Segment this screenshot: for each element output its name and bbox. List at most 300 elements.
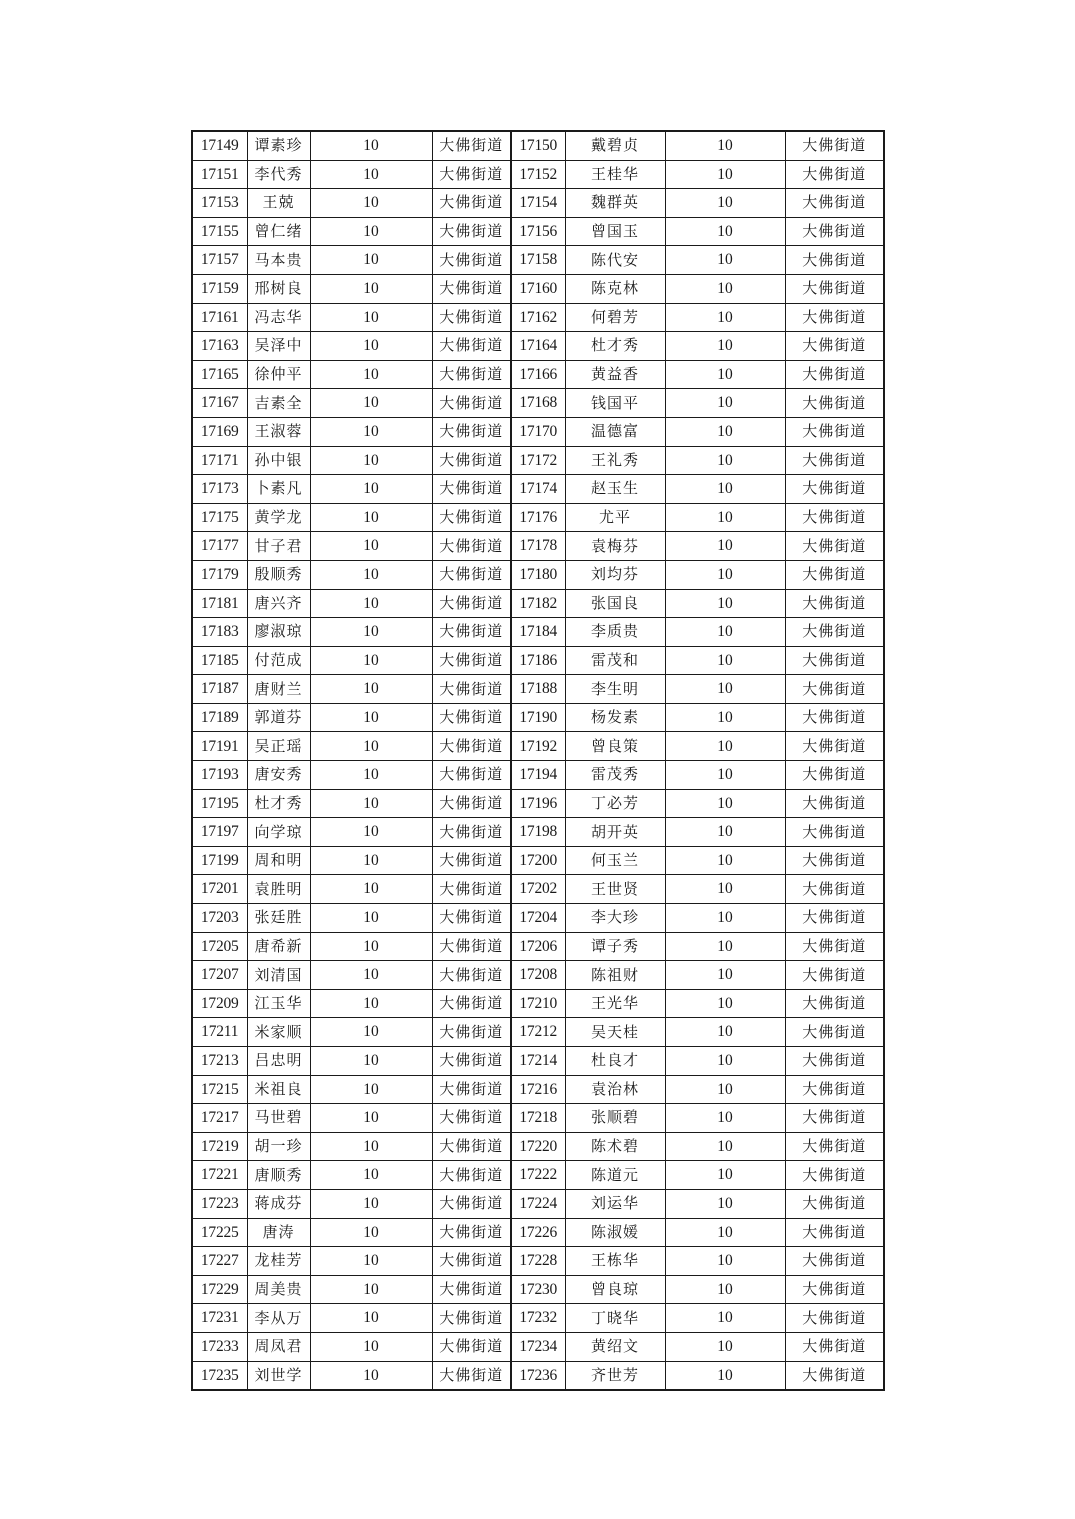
- right-street-cell: 大佛街道: [785, 160, 884, 189]
- left-amount-cell: 10: [310, 417, 432, 446]
- table-row: [192, 189, 884, 218]
- right-street-cell: 大佛街道: [785, 1018, 884, 1047]
- right-id-cell: 17154: [511, 189, 565, 218]
- left-name-cell: 吉素全: [247, 389, 310, 418]
- roster-table: [191, 130, 885, 1391]
- right-street-cell: 大佛街道: [785, 189, 884, 218]
- left-name-cell: 马世碧: [247, 1104, 310, 1133]
- left-id-cell: 17187: [192, 675, 247, 704]
- right-name-cell: 吴天桂: [565, 1018, 665, 1047]
- right-street-cell: 大佛街道: [785, 761, 884, 790]
- left-id-cell: 17197: [192, 818, 247, 847]
- right-amount-cell: 10: [665, 475, 785, 504]
- left-amount-cell: 10: [310, 1189, 432, 1218]
- left-id-cell: 17219: [192, 1132, 247, 1161]
- left-street-cell: 大佛街道: [432, 246, 511, 275]
- left-amount-cell: 10: [310, 618, 432, 647]
- table-body: [192, 131, 884, 1390]
- left-street-cell: 大佛街道: [432, 618, 511, 647]
- right-street-cell: 大佛街道: [785, 532, 884, 561]
- right-amount-cell: 10: [665, 189, 785, 218]
- left-amount-cell: 10: [310, 961, 432, 990]
- right-street-cell: 大佛街道: [785, 303, 884, 332]
- right-amount-cell: 10: [665, 532, 785, 561]
- left-street-cell: 大佛街道: [432, 703, 511, 732]
- right-name-cell: 王光华: [565, 989, 665, 1018]
- left-amount-cell: 10: [310, 475, 432, 504]
- right-name-cell: 李大珍: [565, 904, 665, 933]
- left-name-cell: 张廷胜: [247, 904, 310, 933]
- left-street-cell: 大佛街道: [432, 1132, 511, 1161]
- left-street-cell: 大佛街道: [432, 303, 511, 332]
- right-street-cell: 大佛街道: [785, 846, 884, 875]
- right-street-cell: 大佛街道: [785, 1161, 884, 1190]
- right-name-cell: 温德富: [565, 417, 665, 446]
- right-amount-cell: 10: [665, 1075, 785, 1104]
- left-amount-cell: 10: [310, 646, 432, 675]
- left-name-cell: 向学琼: [247, 818, 310, 847]
- left-street-cell: 大佛街道: [432, 446, 511, 475]
- right-amount-cell: 10: [665, 904, 785, 933]
- left-id-cell: 17203: [192, 904, 247, 933]
- left-amount-cell: 10: [310, 904, 432, 933]
- right-street-cell: 大佛街道: [785, 417, 884, 446]
- left-amount-cell: 10: [310, 789, 432, 818]
- left-street-cell: 大佛街道: [432, 675, 511, 704]
- right-id-cell: 17156: [511, 217, 565, 246]
- right-street-cell: 大佛街道: [785, 1275, 884, 1304]
- right-amount-cell: 10: [665, 846, 785, 875]
- right-name-cell: 何玉兰: [565, 846, 665, 875]
- left-name-cell: 王兢: [247, 189, 310, 218]
- left-name-cell: 王淑蓉: [247, 417, 310, 446]
- left-street-cell: 大佛街道: [432, 1247, 511, 1276]
- table-row: [192, 1218, 884, 1247]
- right-name-cell: 张国良: [565, 589, 665, 618]
- left-id-cell: 17199: [192, 846, 247, 875]
- left-name-cell: 周和明: [247, 846, 310, 875]
- left-id-cell: 17175: [192, 503, 247, 532]
- left-street-cell: 大佛街道: [432, 1275, 511, 1304]
- left-name-cell: 龙桂芳: [247, 1247, 310, 1276]
- right-street-cell: 大佛街道: [785, 789, 884, 818]
- right-name-cell: 李生明: [565, 675, 665, 704]
- left-street-cell: 大佛街道: [432, 789, 511, 818]
- left-id-cell: 17173: [192, 475, 247, 504]
- left-amount-cell: 10: [310, 1304, 432, 1333]
- left-name-cell: 李从万: [247, 1304, 310, 1333]
- left-street-cell: 大佛街道: [432, 332, 511, 361]
- right-id-cell: 17218: [511, 1104, 565, 1133]
- right-amount-cell: 10: [665, 989, 785, 1018]
- right-amount-cell: 10: [665, 1275, 785, 1304]
- left-amount-cell: 10: [310, 989, 432, 1018]
- table-row: [192, 1104, 884, 1133]
- left-street-cell: 大佛街道: [432, 1332, 511, 1361]
- left-id-cell: 17227: [192, 1247, 247, 1276]
- right-street-cell: 大佛街道: [785, 904, 884, 933]
- right-name-cell: 黄益香: [565, 360, 665, 389]
- left-amount-cell: 10: [310, 1247, 432, 1276]
- table-row: [192, 389, 884, 418]
- left-amount-cell: 10: [310, 1075, 432, 1104]
- left-name-cell: 孙中银: [247, 446, 310, 475]
- left-name-cell: 米祖良: [247, 1075, 310, 1104]
- left-name-cell: 徐仲平: [247, 360, 310, 389]
- table-row: [192, 1247, 884, 1276]
- right-name-cell: 陈道元: [565, 1161, 665, 1190]
- left-id-cell: 17217: [192, 1104, 247, 1133]
- left-street-cell: 大佛街道: [432, 1218, 511, 1247]
- right-id-cell: 17150: [511, 131, 565, 160]
- right-id-cell: 17162: [511, 303, 565, 332]
- left-street-cell: 大佛街道: [432, 1075, 511, 1104]
- left-name-cell: 殷顺秀: [247, 560, 310, 589]
- left-street-cell: 大佛街道: [432, 217, 511, 246]
- left-street-cell: 大佛街道: [432, 875, 511, 904]
- table-row: [192, 1132, 884, 1161]
- right-name-cell: 魏群英: [565, 189, 665, 218]
- right-street-cell: 大佛街道: [785, 989, 884, 1018]
- right-street-cell: 大佛街道: [785, 1047, 884, 1076]
- right-street-cell: 大佛街道: [785, 503, 884, 532]
- right-street-cell: 大佛街道: [785, 1247, 884, 1276]
- right-id-cell: 17210: [511, 989, 565, 1018]
- right-street-cell: 大佛街道: [785, 446, 884, 475]
- left-id-cell: 17213: [192, 1047, 247, 1076]
- left-name-cell: 邢树良: [247, 274, 310, 303]
- left-id-cell: 17153: [192, 189, 247, 218]
- left-amount-cell: 10: [310, 189, 432, 218]
- left-amount-cell: 10: [310, 1332, 432, 1361]
- left-name-cell: 曾仁绪: [247, 217, 310, 246]
- right-id-cell: 17194: [511, 761, 565, 790]
- table-row: [192, 1189, 884, 1218]
- right-id-cell: 17226: [511, 1218, 565, 1247]
- left-amount-cell: 10: [310, 1361, 432, 1390]
- right-id-cell: 17164: [511, 332, 565, 361]
- table-row: [192, 1304, 884, 1333]
- right-id-cell: 17236: [511, 1361, 565, 1390]
- right-street-cell: 大佛街道: [785, 646, 884, 675]
- right-name-cell: 陈术碧: [565, 1132, 665, 1161]
- left-amount-cell: 10: [310, 246, 432, 275]
- left-amount-cell: 10: [310, 131, 432, 160]
- right-id-cell: 17158: [511, 246, 565, 275]
- table-row: [192, 532, 884, 561]
- left-name-cell: 江玉华: [247, 989, 310, 1018]
- right-name-cell: 王礼秀: [565, 446, 665, 475]
- table-row: [192, 932, 884, 961]
- right-amount-cell: 10: [665, 1132, 785, 1161]
- right-name-cell: 袁治林: [565, 1075, 665, 1104]
- right-amount-cell: 10: [665, 875, 785, 904]
- left-name-cell: 周凤君: [247, 1332, 310, 1361]
- right-amount-cell: 10: [665, 818, 785, 847]
- right-street-cell: 大佛街道: [785, 961, 884, 990]
- left-name-cell: 米家顺: [247, 1018, 310, 1047]
- left-name-cell: 胡一珍: [247, 1132, 310, 1161]
- left-name-cell: 唐兴齐: [247, 589, 310, 618]
- right-street-cell: 大佛街道: [785, 389, 884, 418]
- right-name-cell: 雷茂秀: [565, 761, 665, 790]
- right-id-cell: 17176: [511, 503, 565, 532]
- left-id-cell: 17165: [192, 360, 247, 389]
- right-amount-cell: 10: [665, 360, 785, 389]
- right-name-cell: 陈祖财: [565, 961, 665, 990]
- right-amount-cell: 10: [665, 675, 785, 704]
- right-id-cell: 17196: [511, 789, 565, 818]
- left-amount-cell: 10: [310, 703, 432, 732]
- right-amount-cell: 10: [665, 761, 785, 790]
- left-street-cell: 大佛街道: [432, 1161, 511, 1190]
- table-row: [192, 503, 884, 532]
- right-street-cell: 大佛街道: [785, 1132, 884, 1161]
- right-amount-cell: 10: [665, 932, 785, 961]
- left-name-cell: 唐顺秀: [247, 1161, 310, 1190]
- left-street-cell: 大佛街道: [432, 503, 511, 532]
- right-name-cell: 丁晓华: [565, 1304, 665, 1333]
- left-street-cell: 大佛街道: [432, 131, 511, 160]
- right-street-cell: 大佛街道: [785, 246, 884, 275]
- right-id-cell: 17206: [511, 932, 565, 961]
- left-id-cell: 17163: [192, 332, 247, 361]
- right-id-cell: 17234: [511, 1332, 565, 1361]
- left-amount-cell: 10: [310, 303, 432, 332]
- right-name-cell: 赵玉生: [565, 475, 665, 504]
- table-row: [192, 589, 884, 618]
- left-street-cell: 大佛街道: [432, 732, 511, 761]
- right-name-cell: 陈代安: [565, 246, 665, 275]
- left-name-cell: 郭道芬: [247, 703, 310, 732]
- left-amount-cell: 10: [310, 532, 432, 561]
- left-id-cell: 17169: [192, 417, 247, 446]
- left-amount-cell: 10: [310, 446, 432, 475]
- right-street-cell: 大佛街道: [785, 618, 884, 647]
- right-street-cell: 大佛街道: [785, 818, 884, 847]
- left-name-cell: 唐财兰: [247, 675, 310, 704]
- left-id-cell: 17211: [192, 1018, 247, 1047]
- left-amount-cell: 10: [310, 761, 432, 790]
- left-street-cell: 大佛街道: [432, 646, 511, 675]
- left-street-cell: 大佛街道: [432, 761, 511, 790]
- right-name-cell: 曾良琼: [565, 1275, 665, 1304]
- right-name-cell: 丁必芳: [565, 789, 665, 818]
- left-name-cell: 谭素珍: [247, 131, 310, 160]
- right-id-cell: 17208: [511, 961, 565, 990]
- left-street-cell: 大佛街道: [432, 961, 511, 990]
- left-street-cell: 大佛街道: [432, 589, 511, 618]
- left-id-cell: 17195: [192, 789, 247, 818]
- left-street-cell: 大佛街道: [432, 532, 511, 561]
- left-amount-cell: 10: [310, 274, 432, 303]
- left-amount-cell: 10: [310, 932, 432, 961]
- left-name-cell: 马本贵: [247, 246, 310, 275]
- left-amount-cell: 10: [310, 1047, 432, 1076]
- right-amount-cell: 10: [665, 789, 785, 818]
- left-id-cell: 17233: [192, 1332, 247, 1361]
- right-amount-cell: 10: [665, 560, 785, 589]
- left-id-cell: 17221: [192, 1161, 247, 1190]
- right-name-cell: 胡开英: [565, 818, 665, 847]
- left-amount-cell: 10: [310, 217, 432, 246]
- left-amount-cell: 10: [310, 503, 432, 532]
- right-street-cell: 大佛街道: [785, 932, 884, 961]
- left-name-cell: 蒋成芬: [247, 1189, 310, 1218]
- right-street-cell: 大佛街道: [785, 703, 884, 732]
- left-id-cell: 17183: [192, 618, 247, 647]
- left-id-cell: 17231: [192, 1304, 247, 1333]
- right-amount-cell: 10: [665, 332, 785, 361]
- right-name-cell: 曾良策: [565, 732, 665, 761]
- left-name-cell: 吴泽中: [247, 332, 310, 361]
- right-name-cell: 齐世芳: [565, 1361, 665, 1390]
- right-street-cell: 大佛街道: [785, 131, 884, 160]
- right-name-cell: 谭子秀: [565, 932, 665, 961]
- right-name-cell: 钱国平: [565, 389, 665, 418]
- right-amount-cell: 10: [665, 303, 785, 332]
- table-row: [192, 1047, 884, 1076]
- right-street-cell: 大佛街道: [785, 1332, 884, 1361]
- right-amount-cell: 10: [665, 1361, 785, 1390]
- right-amount-cell: 10: [665, 217, 785, 246]
- left-id-cell: 17229: [192, 1275, 247, 1304]
- left-street-cell: 大佛街道: [432, 1018, 511, 1047]
- right-amount-cell: 10: [665, 1332, 785, 1361]
- right-amount-cell: 10: [665, 618, 785, 647]
- table-row: [192, 1361, 884, 1390]
- left-name-cell: 吕忠明: [247, 1047, 310, 1076]
- left-amount-cell: 10: [310, 875, 432, 904]
- right-street-cell: 大佛街道: [785, 875, 884, 904]
- left-id-cell: 17193: [192, 761, 247, 790]
- table-row: [192, 1075, 884, 1104]
- right-id-cell: 17168: [511, 389, 565, 418]
- right-street-cell: 大佛街道: [785, 1218, 884, 1247]
- left-id-cell: 17157: [192, 246, 247, 275]
- right-street-cell: 大佛街道: [785, 1361, 884, 1390]
- left-name-cell: 廖淑琼: [247, 618, 310, 647]
- table-row: [192, 417, 884, 446]
- right-name-cell: 杜良才: [565, 1047, 665, 1076]
- right-id-cell: 17222: [511, 1161, 565, 1190]
- right-id-cell: 17232: [511, 1304, 565, 1333]
- right-id-cell: 17198: [511, 818, 565, 847]
- left-amount-cell: 10: [310, 1218, 432, 1247]
- right-name-cell: 雷茂和: [565, 646, 665, 675]
- right-name-cell: 黄绍文: [565, 1332, 665, 1361]
- right-amount-cell: 10: [665, 961, 785, 990]
- left-id-cell: 17181: [192, 589, 247, 618]
- right-name-cell: 陈淑媛: [565, 1218, 665, 1247]
- left-amount-cell: 10: [310, 846, 432, 875]
- left-street-cell: 大佛街道: [432, 1104, 511, 1133]
- left-amount-cell: 10: [310, 818, 432, 847]
- table-row: [192, 332, 884, 361]
- left-amount-cell: 10: [310, 389, 432, 418]
- left-amount-cell: 10: [310, 1132, 432, 1161]
- left-id-cell: 17205: [192, 932, 247, 961]
- table-row: [192, 1161, 884, 1190]
- right-id-cell: 17216: [511, 1075, 565, 1104]
- right-id-cell: 17212: [511, 1018, 565, 1047]
- right-amount-cell: 10: [665, 1304, 785, 1333]
- left-amount-cell: 10: [310, 675, 432, 704]
- right-amount-cell: 10: [665, 503, 785, 532]
- left-street-cell: 大佛街道: [432, 818, 511, 847]
- left-name-cell: 冯志华: [247, 303, 310, 332]
- right-street-cell: 大佛街道: [785, 1104, 884, 1133]
- table-row: [192, 360, 884, 389]
- right-street-cell: 大佛街道: [785, 732, 884, 761]
- table-row: [192, 846, 884, 875]
- right-id-cell: 17204: [511, 904, 565, 933]
- left-amount-cell: 10: [310, 1161, 432, 1190]
- right-name-cell: 王栋华: [565, 1247, 665, 1276]
- right-id-cell: 17220: [511, 1132, 565, 1161]
- right-amount-cell: 10: [665, 1018, 785, 1047]
- left-name-cell: 唐安秀: [247, 761, 310, 790]
- left-id-cell: 17209: [192, 989, 247, 1018]
- left-id-cell: 17201: [192, 875, 247, 904]
- table-row: [192, 274, 884, 303]
- left-id-cell: 17171: [192, 446, 247, 475]
- right-name-cell: 李质贵: [565, 618, 665, 647]
- left-amount-cell: 10: [310, 1104, 432, 1133]
- table-row: [192, 1275, 884, 1304]
- left-amount-cell: 10: [310, 360, 432, 389]
- left-street-cell: 大佛街道: [432, 560, 511, 589]
- right-id-cell: 17224: [511, 1189, 565, 1218]
- left-street-cell: 大佛街道: [432, 989, 511, 1018]
- left-name-cell: 甘子君: [247, 532, 310, 561]
- right-name-cell: 杨发素: [565, 703, 665, 732]
- right-amount-cell: 10: [665, 1247, 785, 1276]
- right-id-cell: 17182: [511, 589, 565, 618]
- left-id-cell: 17189: [192, 703, 247, 732]
- table-row: [192, 217, 884, 246]
- table-row: [192, 732, 884, 761]
- left-id-cell: 17155: [192, 217, 247, 246]
- left-street-cell: 大佛街道: [432, 1189, 511, 1218]
- right-id-cell: 17160: [511, 274, 565, 303]
- right-name-cell: 张顺碧: [565, 1104, 665, 1133]
- right-amount-cell: 10: [665, 1189, 785, 1218]
- left-street-cell: 大佛街道: [432, 160, 511, 189]
- left-street-cell: 大佛街道: [432, 1304, 511, 1333]
- right-name-cell: 杜才秀: [565, 332, 665, 361]
- left-amount-cell: 10: [310, 560, 432, 589]
- left-name-cell: 付范成: [247, 646, 310, 675]
- left-name-cell: 杜才秀: [247, 789, 310, 818]
- left-amount-cell: 10: [310, 160, 432, 189]
- left-amount-cell: 10: [310, 589, 432, 618]
- right-name-cell: 袁梅芬: [565, 532, 665, 561]
- left-street-cell: 大佛街道: [432, 389, 511, 418]
- right-amount-cell: 10: [665, 417, 785, 446]
- right-amount-cell: 10: [665, 732, 785, 761]
- right-street-cell: 大佛街道: [785, 274, 884, 303]
- right-name-cell: 戴碧贞: [565, 131, 665, 160]
- right-amount-cell: 10: [665, 246, 785, 275]
- left-name-cell: 袁胜明: [247, 875, 310, 904]
- right-id-cell: 17174: [511, 475, 565, 504]
- left-amount-cell: 10: [310, 732, 432, 761]
- left-name-cell: 唐涛: [247, 1218, 310, 1247]
- right-amount-cell: 10: [665, 446, 785, 475]
- table-row: [192, 303, 884, 332]
- right-id-cell: 17184: [511, 618, 565, 647]
